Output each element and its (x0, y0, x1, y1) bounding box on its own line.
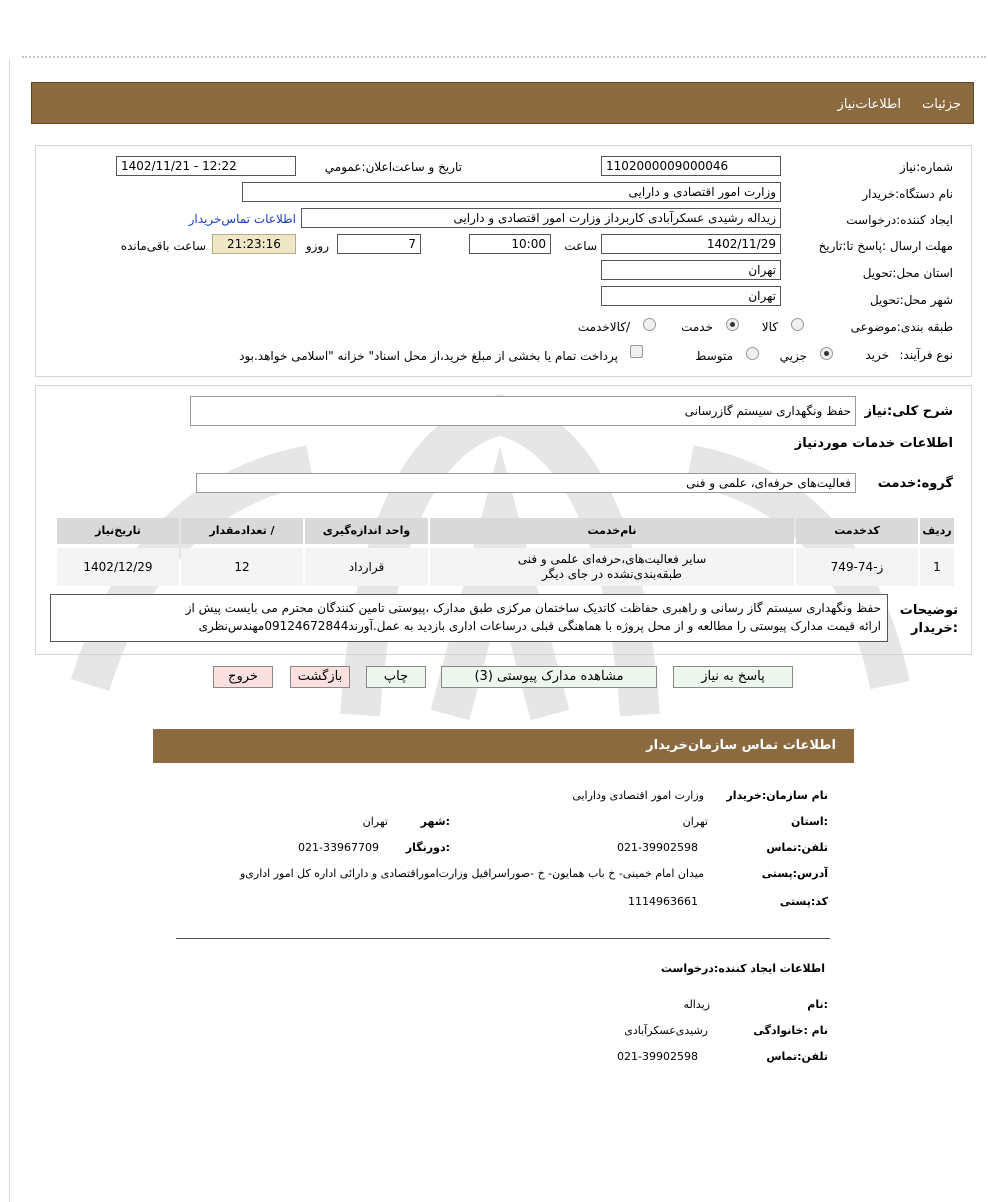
col-header-unit: واحد اندازه‌گیری (305, 518, 428, 544)
buyer-org-label: نام دستگاه:خریدار (862, 187, 953, 201)
creator-section-title: اطلاعات ایجاد کننده:درخواست (660, 962, 825, 975)
city-label: شهر محل:تحویل (869, 293, 953, 307)
province-label: استان محل:تحویل (862, 266, 953, 280)
cell-need-date: 1402/12/29 (57, 548, 179, 586)
creator-phone-label: تلفن:تماس (766, 1050, 828, 1063)
tab-details[interactable]: جزئیات (922, 97, 961, 112)
creator-first-name-label: :نام (807, 998, 828, 1011)
contact-address-value: میدان امام خمینی- خ باب همایون- خ -صوراسرافیل وزارت‌اموراقتصادی و دارائی اداره کل امور اداری‌و (239, 867, 704, 880)
requester-field: زیداله رشیدی عسکرآبادی کاربرداز وزارت امور اقتصادی و دارایی (301, 208, 781, 228)
remaining-time-field: 21:23:16 (212, 234, 296, 254)
creator-last-name-value: رشیدی‌عسکرآبادی (624, 1024, 708, 1037)
contact-postal-label: کد:پستی (779, 895, 828, 908)
buyer-org-field: وزارت امور اقتصادی و دارایی (242, 182, 781, 202)
deadline-label: مهلت ارسال :پاسخ تا:تاریخ (818, 239, 953, 253)
category-label: طبقه بندی:موضوعی (850, 320, 953, 334)
contact-fax-label: :دورنگار (405, 841, 450, 854)
days-field: 7 (337, 234, 421, 254)
services-title: اطلاعات خدمات موردنیاز (794, 436, 953, 451)
cell-quantity: 12 (181, 548, 303, 586)
announce-field: 1402/11/21 - 12:22 (116, 156, 296, 176)
contact-divider (176, 938, 830, 939)
category-service-label: خدمت (681, 320, 713, 334)
days-label: روزو (305, 239, 329, 253)
buyer-notes-label: توضیحات (899, 603, 958, 618)
process-medium-label: متوسط (695, 349, 733, 363)
contact-section-title: اطلاعات تماس سازمان‌خریدار (646, 738, 836, 753)
top-dotted-divider (22, 56, 986, 58)
left-border-line (9, 60, 10, 1202)
need-number-label: شماره:نیاز (899, 160, 953, 174)
creator-last-name-label: نام :خانوادگی (753, 1024, 828, 1037)
need-number-field: 1102000009000046 (601, 156, 781, 176)
remaining-label: ساعت باقی‌مانده (120, 239, 206, 253)
back-button[interactable]: بازگشت (290, 666, 350, 688)
process-buy-label: خرید (865, 348, 889, 362)
tab-need-info[interactable]: اطلاعات‌نیاز (837, 97, 901, 112)
summary-field: حفظ ونگهداری سیستم گازرسانی (190, 396, 856, 426)
process-label: نوع فرآیند: (899, 348, 953, 362)
contact-province-label: :استان (791, 815, 828, 828)
need-info-panel (35, 145, 972, 377)
contact-city-value: تهران (362, 815, 388, 828)
contact-section-header (153, 729, 854, 763)
col-header-name: نام‌خدمت (430, 518, 794, 544)
deadline-date-field: 1402/11/29 (601, 234, 781, 254)
contact-city-label: :شهر (420, 815, 450, 828)
category-goods-radio[interactable] (791, 318, 804, 331)
col-header-code: کدخدمت (796, 518, 918, 544)
buyer-contact-link[interactable]: اطلاعات تماس‌خریدار (188, 212, 296, 226)
group-field: فعالیت‌های حرفه‌ای، علمی و فنی (196, 473, 856, 493)
province-field: تهران (601, 260, 781, 280)
process-medium-radio[interactable] (746, 347, 759, 360)
process-minor-label: جزیي (779, 349, 807, 363)
category-goods-label: کالا (761, 320, 778, 334)
buyer-notes-line-2: ارائه قیمت مدارک پیوستی را مطالعه و از محل پروژه با هماهنگی قبلی درساعات اداری بازدید به عمل.آورند09124672844مهندس‌نظری (198, 619, 881, 633)
contact-phone-value: 021-39902598 (617, 841, 698, 854)
cell-service-code: ز-74-749 (796, 548, 918, 586)
requester-label: ایجاد کننده:درخواست (846, 213, 953, 227)
col-header-date: تاریخ‌نیاز (57, 518, 179, 544)
contact-address-label: آدرس:پستی (761, 867, 828, 880)
summary-label: شرح کلی:نیاز (864, 404, 953, 419)
city-field: تهران (601, 286, 781, 306)
view-attachments-button[interactable]: مشاهده مدارک پیوستی (3) (441, 666, 657, 688)
cell-service-name: سایر فعالیت‌های،حرفه‌ای علمی و فنی طبقه‌بندی‌نشده در جای دیگر (430, 548, 794, 586)
contact-org-label: نام سازمان:خریدار (726, 789, 828, 802)
page-header (31, 82, 974, 124)
announce-label: تاریخ و ساعت‌اعلان:عمومي (324, 160, 462, 174)
category-goods-service-label: /کالاخدمت (577, 320, 630, 334)
buyer-notes-label-2: :خریدار (911, 621, 958, 636)
category-goods-service-radio[interactable] (643, 318, 656, 331)
print-button[interactable]: چاپ (366, 666, 426, 688)
buyer-notes-line-1: حفظ ونگهداری سیستم گاز رسانی و راهبری حفاظت کاتدیک ساختمان مرکزی طبق مدارک ،پیوستی تامین کنندگان محترم می بایست پیش از (185, 601, 881, 615)
deadline-time-field: 10:00 (469, 234, 551, 254)
cell-unit: قرارداد (305, 548, 428, 586)
contact-phone-label: تلفن:تماس (766, 841, 828, 854)
reply-button[interactable]: پاسخ به نیاز (673, 666, 793, 688)
buyer-notes-box (50, 594, 888, 642)
category-service-radio[interactable] (726, 318, 739, 331)
contact-org-value: وزارت امور اقتصادی ودارایی (572, 789, 704, 802)
contact-fax-value: 021-33967709 (298, 841, 379, 854)
payment-note: پرداخت تمام یا بخشی از مبلغ خرید،از محل اسناد" خزانه "اسلامی خواهد.بود (239, 349, 618, 363)
col-header-row: ردیف (920, 518, 954, 544)
deadline-time-label: ساعت (564, 239, 597, 253)
process-minor-radio[interactable] (820, 347, 833, 360)
cell-row-number: 1 (920, 548, 954, 586)
exit-button[interactable]: خروج (213, 666, 273, 688)
contact-province-value: تهران (682, 815, 708, 828)
creator-phone-value: 021-39902598 (617, 1050, 698, 1063)
group-label: گروه:خدمت (877, 476, 953, 491)
col-header-quantity: / تعدادمقدار (181, 518, 303, 544)
treasury-payment-checkbox[interactable] (630, 345, 643, 358)
creator-first-name-value: زیداله (683, 998, 710, 1011)
contact-postal-value: 1114963661 (628, 895, 698, 908)
